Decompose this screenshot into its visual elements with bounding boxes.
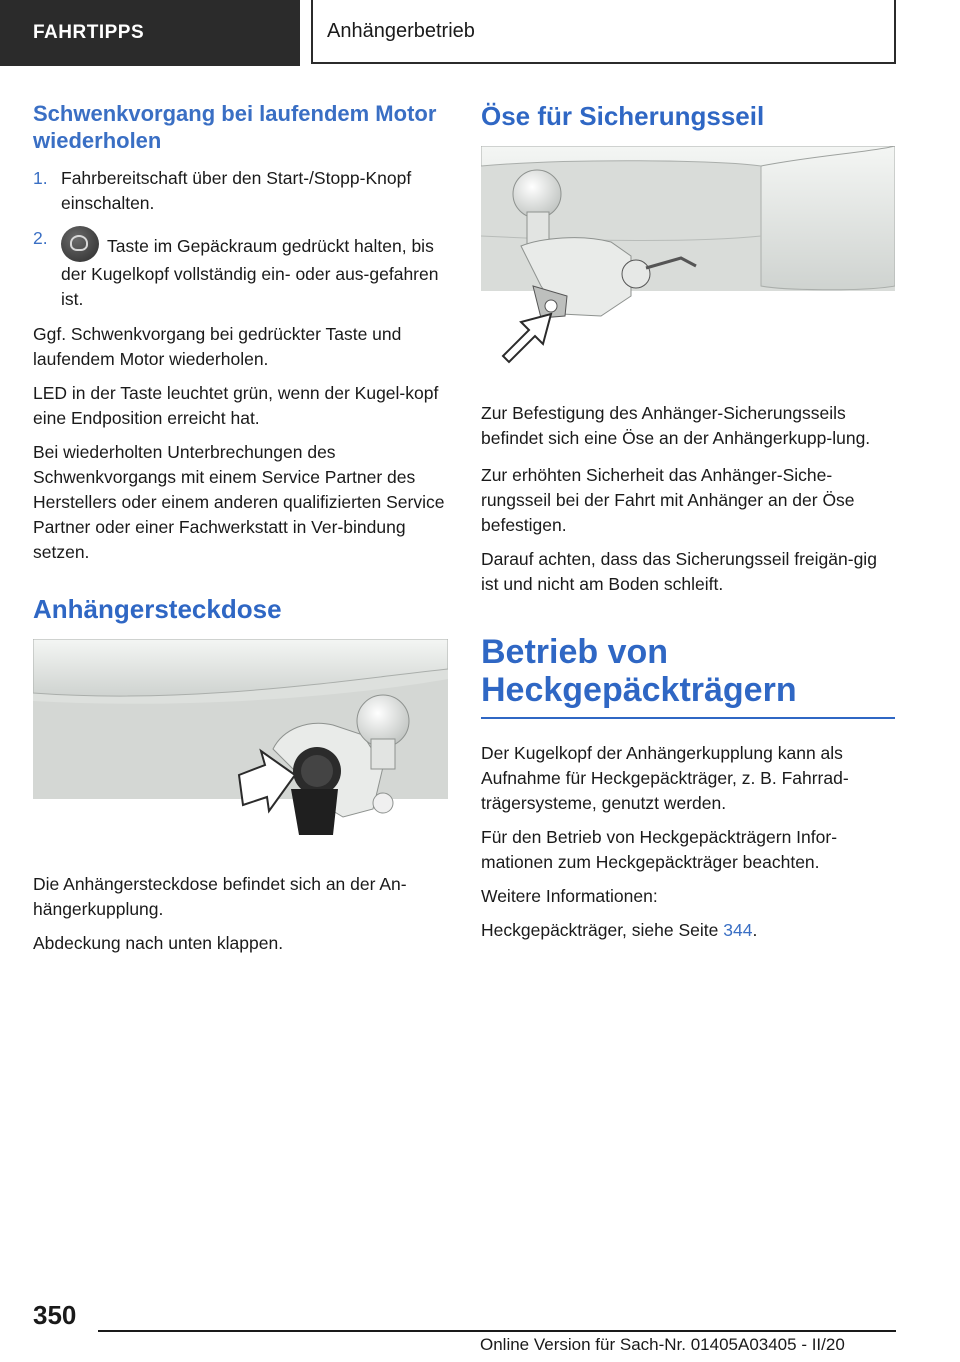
cross-reference-end: . — [752, 920, 758, 940]
footer-divider — [98, 1330, 896, 1332]
paragraph: LED in der Taste leuchtet grün, wenn der Kugel-kopf eine Endposition erreicht hat. — [33, 383, 439, 428]
cross-reference-text: Heckgepäckträger, siehe Seite — [481, 920, 724, 940]
paragraph: Zur erhöhten Sicherheit das Anhänger-Siche-rungsseil bei der Fahrt mit Anhänger an der Öse befestigen. — [481, 465, 855, 535]
paragraph: Bei wiederholten Unterbrechungen des Schwenkvorgangs mit einem Service Partner des Herstellers oder einem anderen qualifizierten Service Partner oder einer Fachwerkstatt in Ver-bindung setzen. — [33, 442, 445, 562]
trailer-hitch-button-icon — [61, 226, 99, 262]
heading-trailer-socket: Anhängersteckdose — [33, 594, 282, 624]
heading-rear-carrier: Betrieb von Heckgepäckträgern — [481, 633, 895, 719]
paragraph: Weitere Informationen: — [481, 886, 658, 906]
chapter-title-text: Anhängerbetrieb — [327, 19, 475, 42]
trailer-socket-illustration — [33, 639, 448, 844]
paragraph: Der Kugelkopf der Anhängerkupplung kann als Aufnahme für Heckgepäckträger, z. B. Fahrrad-trägersysteme, genutzt werden. — [481, 743, 849, 813]
right-column — [481, 100, 895, 952]
cross-reference — [481, 918, 895, 943]
paragraph: Zur Befestigung des Anhänger-Sicherungsseils befindet sich eine Öse an der Anhängerkupp-lung. — [481, 403, 871, 448]
safety-eyelet-illustration — [481, 146, 895, 373]
footer-version: Online Version für Sach-Nr. 01405A03405 - II/20 — [480, 1335, 845, 1354]
heading-safety-eyelet: Öse für Sicherungsseil — [481, 101, 765, 131]
paragraph: Die Anhängersteckdose befindet sich an der An-hängerkupplung. — [33, 874, 407, 919]
step-2 — [33, 226, 448, 312]
section-label — [0, 0, 300, 66]
chapter-title — [311, 0, 896, 64]
left-column — [33, 100, 448, 965]
heading-swivel-repeat: Schwenkvorgang bei laufendem Motor wiederholen — [33, 101, 437, 153]
paragraph: Darauf achten, dass das Sicherungsseil freigän-gig ist und nicht am Boden schleift. — [481, 549, 877, 594]
paragraph: Ggf. Schwenkvorgang bei gedrückter Taste und laufendem Motor wiederholen. — [33, 324, 402, 369]
step-1 — [33, 166, 448, 216]
step-text: Fahrbereitschaft über den Start-/Stopp-Knopf einschalten. — [61, 168, 412, 213]
paragraph: Abdeckung nach unten klappen. — [33, 933, 284, 953]
step-number: 1. — [33, 168, 48, 188]
step-number: 2. — [33, 228, 48, 248]
step-text-container — [61, 226, 448, 312]
step-text: Taste im Gepäckraum gedrückt halten, bis der Kugelkopf vollständig ein- oder aus-gefahren ist. — [61, 236, 439, 309]
page-link-344[interactable]: 344 — [723, 920, 753, 940]
section-label-text: FAHRTIPPS — [33, 22, 145, 43]
page-number: 350 — [33, 1300, 77, 1330]
paragraph: Für den Betrieb von Heckgepäckträgern Infor-mationen zum Heckgepäckträger beachten. — [481, 827, 838, 872]
